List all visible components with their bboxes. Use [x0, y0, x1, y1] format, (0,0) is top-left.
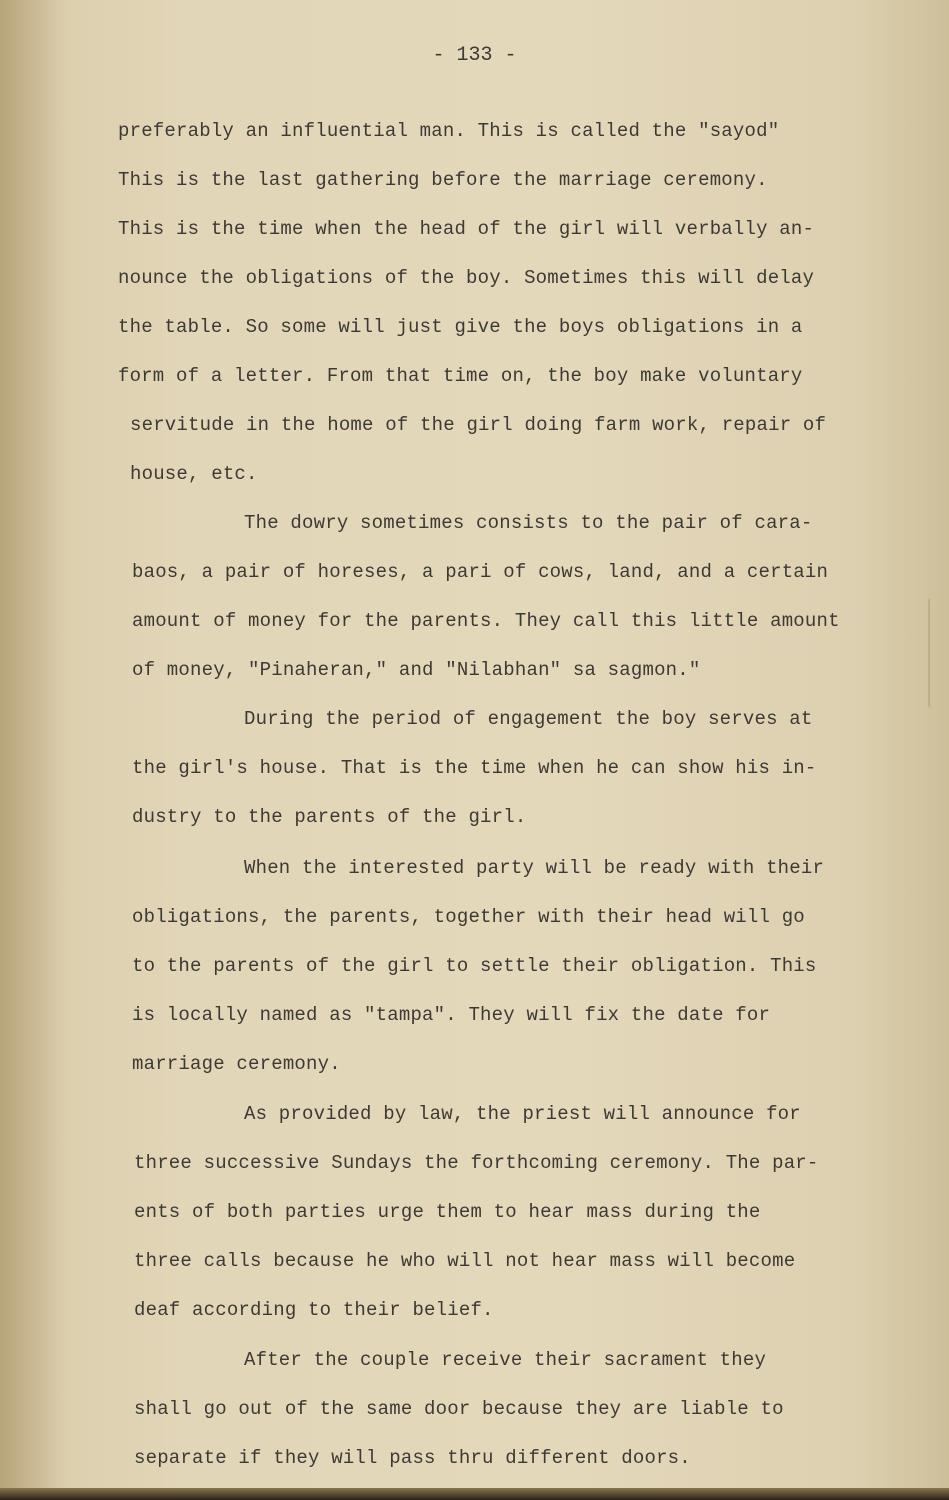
text-line: dustry to the parents of the girl.: [132, 806, 527, 828]
text-line: obligations, the parents, together with their head will go: [132, 906, 805, 928]
text-line: of money, "Pinaheran," and "Nilabhan" sa sagmon.": [132, 659, 701, 681]
text-line: amount of money for the parents. They call this little amount: [132, 610, 840, 632]
page-shadow: [0, 0, 70, 1500]
text-line: three successive Sundays the forthcoming ceremony. The par-: [134, 1152, 819, 1174]
page-number: - 133 -: [432, 44, 517, 67]
text-line: preferably an influential man. This is called the "sayod": [118, 120, 780, 142]
margin-mark: [928, 598, 936, 708]
text-line: the table. So some will just give the boys obligations in a: [118, 316, 803, 338]
text-line: After the couple receive their sacrament they: [244, 1349, 767, 1371]
text-line: to the parents of the girl to settle their obligation. This: [132, 955, 817, 977]
text-line: deaf according to their belief.: [134, 1299, 494, 1321]
text-line: During the period of engagement the boy serves at: [244, 708, 813, 730]
text-line: baos, a pair of horeses, a pari of cows, land, and a certain: [132, 561, 829, 583]
text-line: As provided by law, the priest will announce for: [244, 1103, 801, 1125]
text-line: ents of both parties urge them to hear mass during the: [134, 1201, 761, 1223]
text-line: is locally named as "tampa". They will fix the date for: [132, 1004, 771, 1026]
text-line: house, etc.: [130, 463, 258, 485]
text-line: shall go out of the same door because they are liable to: [134, 1398, 784, 1420]
text-line: The dowry sometimes consists to the pair of cara-: [244, 512, 813, 534]
text-line: the girl's house. That is the time when he can show his in-: [132, 757, 817, 779]
text-line: separate if they will pass thru different doors.: [134, 1447, 691, 1469]
page-bottom-edge: [0, 1488, 949, 1500]
text-line: marriage ceremony.: [132, 1053, 341, 1075]
text-line: three calls because he who will not hear mass will become: [134, 1250, 796, 1272]
text-line: form of a letter. From that time on, the boy make voluntary: [118, 365, 803, 387]
text-line: This is the last gathering before the marriage ceremony.: [118, 169, 768, 191]
text-line: servitude in the home of the girl doing farm work, repair of: [130, 414, 827, 436]
text-line: This is the time when the head of the girl will verbally an-: [118, 218, 815, 240]
text-line: nounce the obligations of the boy. Sometimes this will delay: [118, 267, 815, 289]
text-line: When the interested party will be ready with their: [244, 857, 825, 879]
